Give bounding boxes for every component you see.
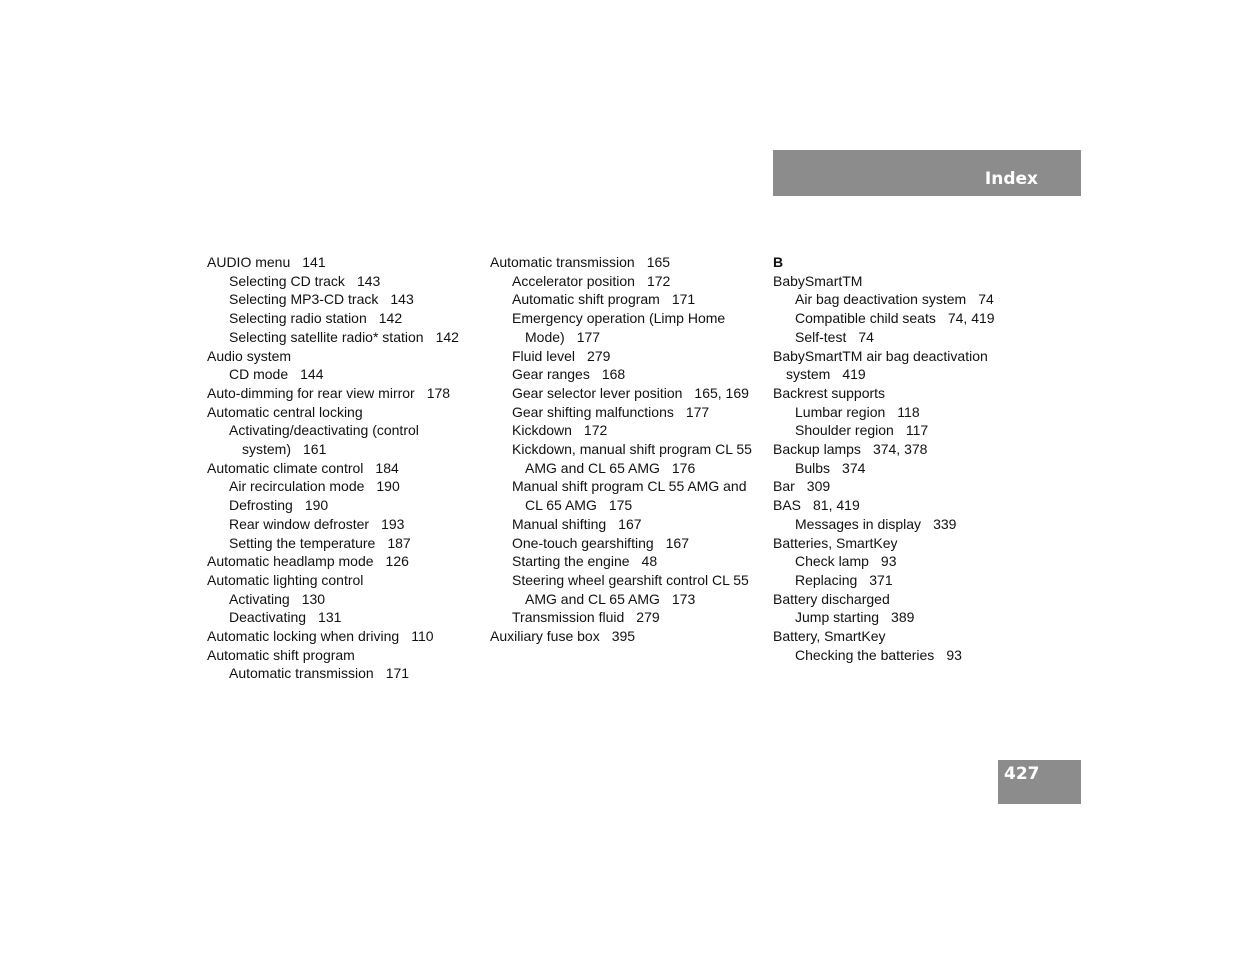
- index-entry: [207, 496, 482, 515]
- index-entry: [773, 440, 1048, 459]
- index-column-2: [490, 253, 765, 646]
- entry-page-ref: 184: [375, 459, 399, 476]
- entry-page-ref: 110: [411, 628, 434, 645]
- index-entry: [773, 421, 1048, 440]
- entry-page-ref: 173: [671, 590, 696, 607]
- entry-term: system: [786, 366, 831, 383]
- entry-term: CL 65 AMG: [525, 497, 597, 514]
- index-entry: [207, 309, 482, 328]
- entry-term: Batteries, SmartKey: [773, 534, 898, 551]
- index-entry: [490, 421, 765, 440]
- entry-term: Selecting satellite radio* station: [229, 328, 424, 345]
- index-entry: [773, 290, 1048, 309]
- entry-term: B: [773, 254, 784, 270]
- index-entry: [490, 496, 765, 515]
- entry-page-ref: 117: [905, 422, 929, 439]
- entry-term: One-touch gearshifting: [512, 534, 654, 551]
- index-entry: [773, 534, 1048, 553]
- entry-term: Backrest supports: [773, 384, 886, 401]
- entry-term: Compatible child seats: [795, 310, 936, 327]
- entry-term: Automatic transmission: [490, 254, 635, 270]
- entry-page-ref: 74: [858, 328, 874, 345]
- page-number: 427: [1004, 764, 1040, 784]
- entry-term: Gear shifting malfunctions: [512, 403, 674, 420]
- entry-term: Self-test: [795, 328, 847, 345]
- index-entry: [773, 571, 1048, 590]
- entry-page-ref: 143: [356, 272, 381, 289]
- entry-term: Selecting CD track: [229, 272, 345, 289]
- entry-page-ref: 175: [608, 497, 633, 514]
- index-entry: [490, 347, 765, 366]
- entry-page-ref: 177: [576, 328, 601, 345]
- entry-term: Gear ranges: [512, 366, 590, 383]
- entry-page-ref: 193: [381, 515, 405, 532]
- entry-page-ref: 167: [665, 534, 689, 551]
- index-entry: [207, 552, 482, 571]
- entry-term: AMG and CL 65 AMG: [525, 590, 660, 607]
- entry-term: Activating/deactivating (control: [229, 422, 419, 439]
- index-entry: [207, 272, 482, 291]
- entry-page-ref: 190: [304, 497, 329, 514]
- entry-term: Deactivating: [229, 609, 307, 626]
- entry-term: Manual shift program CL 55 AMG and: [512, 478, 747, 495]
- entry-page-ref: 142: [435, 328, 459, 345]
- entry-term: system): [242, 441, 291, 458]
- entry-page-ref: 389: [891, 609, 915, 626]
- entry-term: Shoulder region: [795, 422, 894, 439]
- entry-page-ref: 178: [426, 384, 451, 401]
- entry-page-ref: 165, 169: [694, 384, 749, 401]
- index-entry: [490, 590, 765, 609]
- entry-term: Transmission fluid: [512, 609, 625, 626]
- index-entry: [207, 365, 482, 384]
- entry-page-ref: 131: [318, 609, 342, 626]
- entry-page-ref: 81, 419: [813, 497, 860, 514]
- entry-term: Air bag deactivation system: [795, 291, 967, 308]
- entry-page-ref: 167: [618, 515, 642, 532]
- index-entry: [207, 571, 482, 590]
- entry-page-ref: 130: [301, 590, 326, 607]
- index-entry: [490, 384, 765, 403]
- index-entry: [490, 253, 765, 272]
- index-entry: [773, 552, 1048, 571]
- index-entry: [490, 459, 765, 478]
- entry-term: Replacing: [795, 571, 858, 588]
- entry-page-ref: 142: [378, 310, 403, 327]
- index-entry: [490, 515, 765, 534]
- entry-term: Mode): [525, 328, 565, 345]
- entry-term: Steering wheel gearshift control CL 55: [512, 571, 749, 588]
- index-entry: [773, 403, 1048, 422]
- entry-term: Lumbar region: [795, 403, 886, 420]
- entry-page-ref: 171: [385, 665, 410, 682]
- entry-term: BAS: [773, 497, 802, 514]
- entry-term: Starting the engine: [512, 553, 630, 570]
- entry-page-ref: 419: [842, 366, 866, 383]
- index-entry: [773, 272, 1048, 291]
- index-entry: [773, 365, 1048, 384]
- entry-page-ref: 48: [641, 553, 658, 570]
- entry-page-ref: 126: [385, 553, 409, 570]
- entry-term: Defrosting: [229, 497, 293, 514]
- entry-term: Automatic shift program: [512, 291, 660, 308]
- index-entry: [490, 365, 765, 384]
- entry-term: Automatic headlamp mode: [207, 553, 374, 570]
- index-entry: [207, 328, 482, 347]
- entry-term: Auto-dimming for rear view mirror: [207, 384, 415, 401]
- entry-page-ref: 279: [587, 347, 611, 364]
- entry-page-ref: 279: [636, 609, 660, 626]
- entry-page-ref: 374, 378: [872, 441, 928, 458]
- index-entry: [490, 290, 765, 309]
- entry-page-ref: 93: [946, 646, 962, 663]
- index-entry: [207, 290, 482, 309]
- entry-term: Gear selector lever position: [512, 384, 683, 401]
- entry-page-ref: 171: [671, 291, 696, 308]
- index-entry: [773, 309, 1048, 328]
- entry-page-ref: 371: [869, 571, 893, 588]
- entry-term: Auxiliary fuse box: [490, 628, 600, 645]
- index-entry: [490, 627, 765, 646]
- index-entry: [207, 421, 482, 440]
- index-entry: [207, 253, 482, 272]
- entry-page-ref: 172: [646, 272, 671, 289]
- section-title: Index: [984, 169, 1038, 189]
- entry-term: Jump starting: [795, 609, 880, 626]
- entry-page-ref: 395: [611, 628, 636, 645]
- entry-term: Rear window defroster: [229, 515, 370, 532]
- index-entry: [207, 515, 482, 534]
- index-entry: [773, 384, 1048, 403]
- index-entry: [490, 309, 765, 328]
- entry-term: BabySmartTM: [773, 272, 863, 289]
- entry-page-ref: 339: [933, 515, 957, 532]
- index-entry: [207, 459, 482, 478]
- entry-page-ref: 74: [978, 291, 994, 308]
- entry-term: Automatic locking when driving: [207, 628, 400, 645]
- index-entry: [207, 664, 482, 683]
- entry-term: Bar: [773, 478, 795, 495]
- entry-term: Selecting MP3-CD track: [229, 291, 379, 308]
- entry-term: CD mode: [229, 366, 289, 383]
- entry-term: Backup lamps: [773, 441, 861, 458]
- entry-term: BabySmartTM air bag deactivation: [773, 347, 988, 364]
- entry-term: Battery discharged: [773, 590, 890, 607]
- index-entry: [490, 328, 765, 347]
- entry-term: Checking the batteries: [795, 646, 935, 663]
- index-entry: [490, 440, 765, 459]
- entry-page-ref: 309: [806, 478, 831, 495]
- index-entry: [773, 459, 1048, 478]
- index-entry: [773, 328, 1048, 347]
- entry-page-ref: 74, 419: [947, 310, 995, 327]
- entry-term: Automatic transmission: [229, 665, 374, 682]
- index-entry: [207, 627, 482, 646]
- index-header-bar: [773, 150, 1081, 196]
- index-entry: [773, 477, 1048, 496]
- entry-page-ref: 144: [300, 366, 324, 383]
- index-entry: [773, 496, 1048, 515]
- entry-term: Automatic central locking: [207, 403, 363, 420]
- entry-page-ref: 165: [646, 254, 671, 270]
- entry-term: Emergency operation (Limp Home: [512, 310, 726, 327]
- entry-term: Battery, SmartKey: [773, 628, 886, 645]
- entry-term: Automatic climate control: [207, 459, 364, 476]
- index-entry: [490, 534, 765, 553]
- entry-term: Check lamp: [795, 553, 869, 570]
- entry-page-ref: 161: [303, 441, 327, 458]
- entry-page-ref: 168: [601, 366, 626, 383]
- index-column-1: [207, 253, 482, 683]
- entry-page-ref: 187: [387, 534, 411, 551]
- entry-page-ref: 190: [376, 478, 400, 495]
- index-entry: [207, 347, 482, 366]
- entry-term: Messages in display: [795, 515, 922, 532]
- index-entry: [207, 608, 482, 627]
- entry-term: Kickdown, manual shift program CL 55: [512, 441, 752, 458]
- index-entry: [490, 477, 765, 496]
- index-entry: [207, 403, 482, 422]
- entry-page-ref: 177: [685, 403, 710, 420]
- entry-term: AMG and CL 65 AMG: [525, 459, 660, 476]
- index-entry: [207, 590, 482, 609]
- index-entry: [490, 272, 765, 291]
- index-entry: [207, 477, 482, 496]
- entry-term: Fluid level: [512, 347, 576, 364]
- index-entry: [773, 627, 1048, 646]
- index-entry: [207, 646, 482, 665]
- entry-term: Manual shifting: [512, 515, 607, 532]
- entry-term: Bulbs: [795, 459, 831, 476]
- index-entry: [490, 552, 765, 571]
- entry-term: Activating: [229, 590, 290, 607]
- entry-page-ref: 374: [842, 459, 866, 476]
- index-entry: [207, 384, 482, 403]
- index-entry: [773, 608, 1048, 627]
- entry-term: Selecting radio station: [229, 310, 367, 327]
- index-entry: [773, 347, 1048, 366]
- entry-page-ref: 172: [583, 422, 608, 439]
- entry-term: Audio system: [207, 347, 292, 364]
- index-entry: [490, 403, 765, 422]
- index-entry: [207, 440, 482, 459]
- index-entry: [490, 608, 765, 627]
- entry-page-ref: 176: [671, 459, 696, 476]
- entry-page-ref: 93: [880, 553, 897, 570]
- index-entry: [773, 515, 1048, 534]
- entry-term: Kickdown: [512, 422, 572, 439]
- index-entry: [773, 646, 1048, 665]
- entry-page-ref: 118: [897, 403, 920, 420]
- index-entry: [207, 534, 482, 553]
- entry-page-ref: 143: [390, 291, 414, 308]
- entry-term: Air recirculation mode: [229, 478, 365, 495]
- entry-term: Setting the temperature: [229, 534, 376, 551]
- entry-term: AUDIO menu: [207, 254, 291, 270]
- entry-term: Automatic shift program: [207, 646, 355, 663]
- index-entry: [773, 590, 1048, 609]
- index-column-3: [773, 253, 1048, 664]
- entry-page-ref: 141: [302, 254, 326, 270]
- entry-term: Automatic lighting control: [207, 571, 364, 588]
- index-letter-heading: [773, 253, 1048, 272]
- index-entry: [490, 571, 765, 590]
- entry-term: Accelerator position: [512, 272, 635, 289]
- page-number-box: [998, 760, 1081, 804]
